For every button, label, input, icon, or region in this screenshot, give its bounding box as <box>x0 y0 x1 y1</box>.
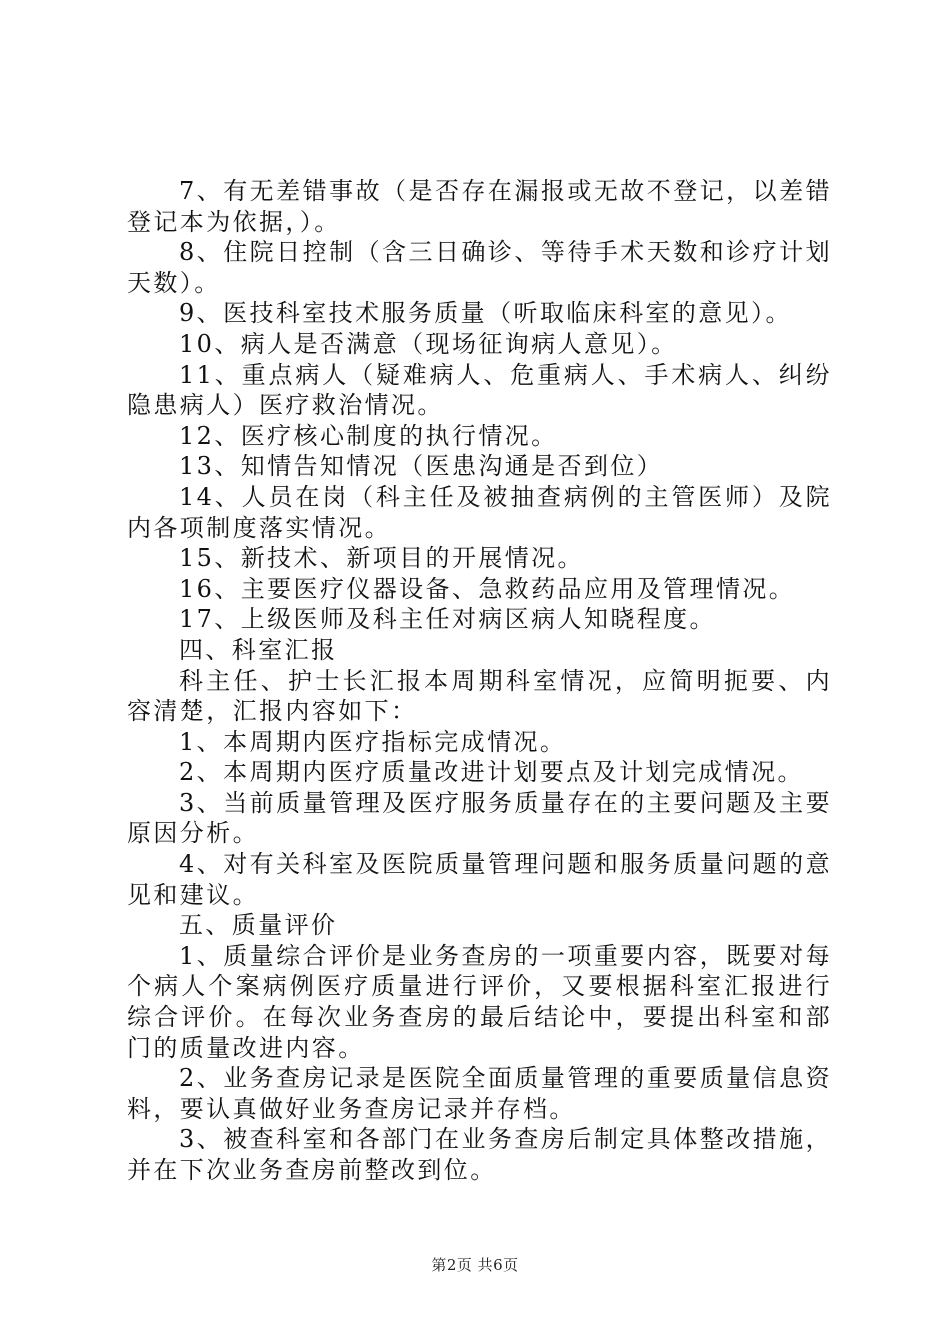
paragraph: 10、病人是否满意（现场征询病人意见）。 <box>179 329 678 358</box>
paragraph: 3、被查科室和各部门在业务查房后制定具体整改措施，并在下次业务查房前整改到位。 <box>127 1125 832 1184</box>
section-heading: 四、科室汇报 <box>179 635 338 664</box>
paragraph: 2、本周期内医疗质量改进计划要点及计划完成情况。 <box>179 758 804 787</box>
page-number-footer: 第2页 共6页 <box>431 1256 519 1274</box>
paragraph: 16、主要医疗仪器设备、急救药品应用及管理情况。 <box>179 574 796 603</box>
paragraph: 11、重点病人（疑难病人、危重病人、手术病人、纠纷隐患病人）医疗救治情况。 <box>127 360 832 420</box>
paragraph: 1、本周期内医疗指标完成情况。 <box>179 727 567 756</box>
paragraph: 15、新技术、新项目的开展情况。 <box>179 544 584 573</box>
paragraph: 科主任、护士长汇报本周期科室情况，应简明扼要、内容清楚，汇报内容如下： <box>127 666 832 726</box>
paragraph: 13、知情告知情况（医患沟通是否到位） <box>179 452 664 481</box>
paragraph: 12、医疗核心制度的执行情况。 <box>179 421 558 450</box>
paragraph: 14、人员在岗（科主任及被抽查病例的主管医师）及院内各项制度落实情况。 <box>127 482 832 542</box>
document-body <box>127 176 832 1186</box>
paragraph: 4、对有关科室及医院质量管理问题和服务质量问题的意见和建议。 <box>127 850 832 909</box>
paragraph: 3、当前质量管理及医疗服务质量存在的主要问题及主要原因分析。 <box>127 788 832 848</box>
paragraph: 17、上级医师及科主任对病区病人知晓程度。 <box>179 605 716 634</box>
section-heading: 五、质量评价 <box>179 911 338 940</box>
paragraph: 7、有无差错事故（是否存在漏报或无故不登记，以差错登记本为依据，）。 <box>127 177 832 236</box>
paragraph: 9、医技科室技术服务质量（听取临床科室的意见）。 <box>179 299 792 328</box>
paragraph: 8、住院日控制（含三日确诊、等待手术天数和诊疗计划天数）。 <box>127 238 832 297</box>
paragraph: 1、质量综合评价是业务查房的一项重要内容，既要对每个病人个案病例医疗质量进行评价，又要根据科室汇报进行综合评价。在每次业务查房的最后结论中，要提出科室和部门的质量改进内容。 <box>127 941 832 1062</box>
paragraph: 2、业务查房记录是医院全面质量管理的重要质量信息资料，要认真做好业务查房记录并存档。 <box>127 1064 832 1123</box>
